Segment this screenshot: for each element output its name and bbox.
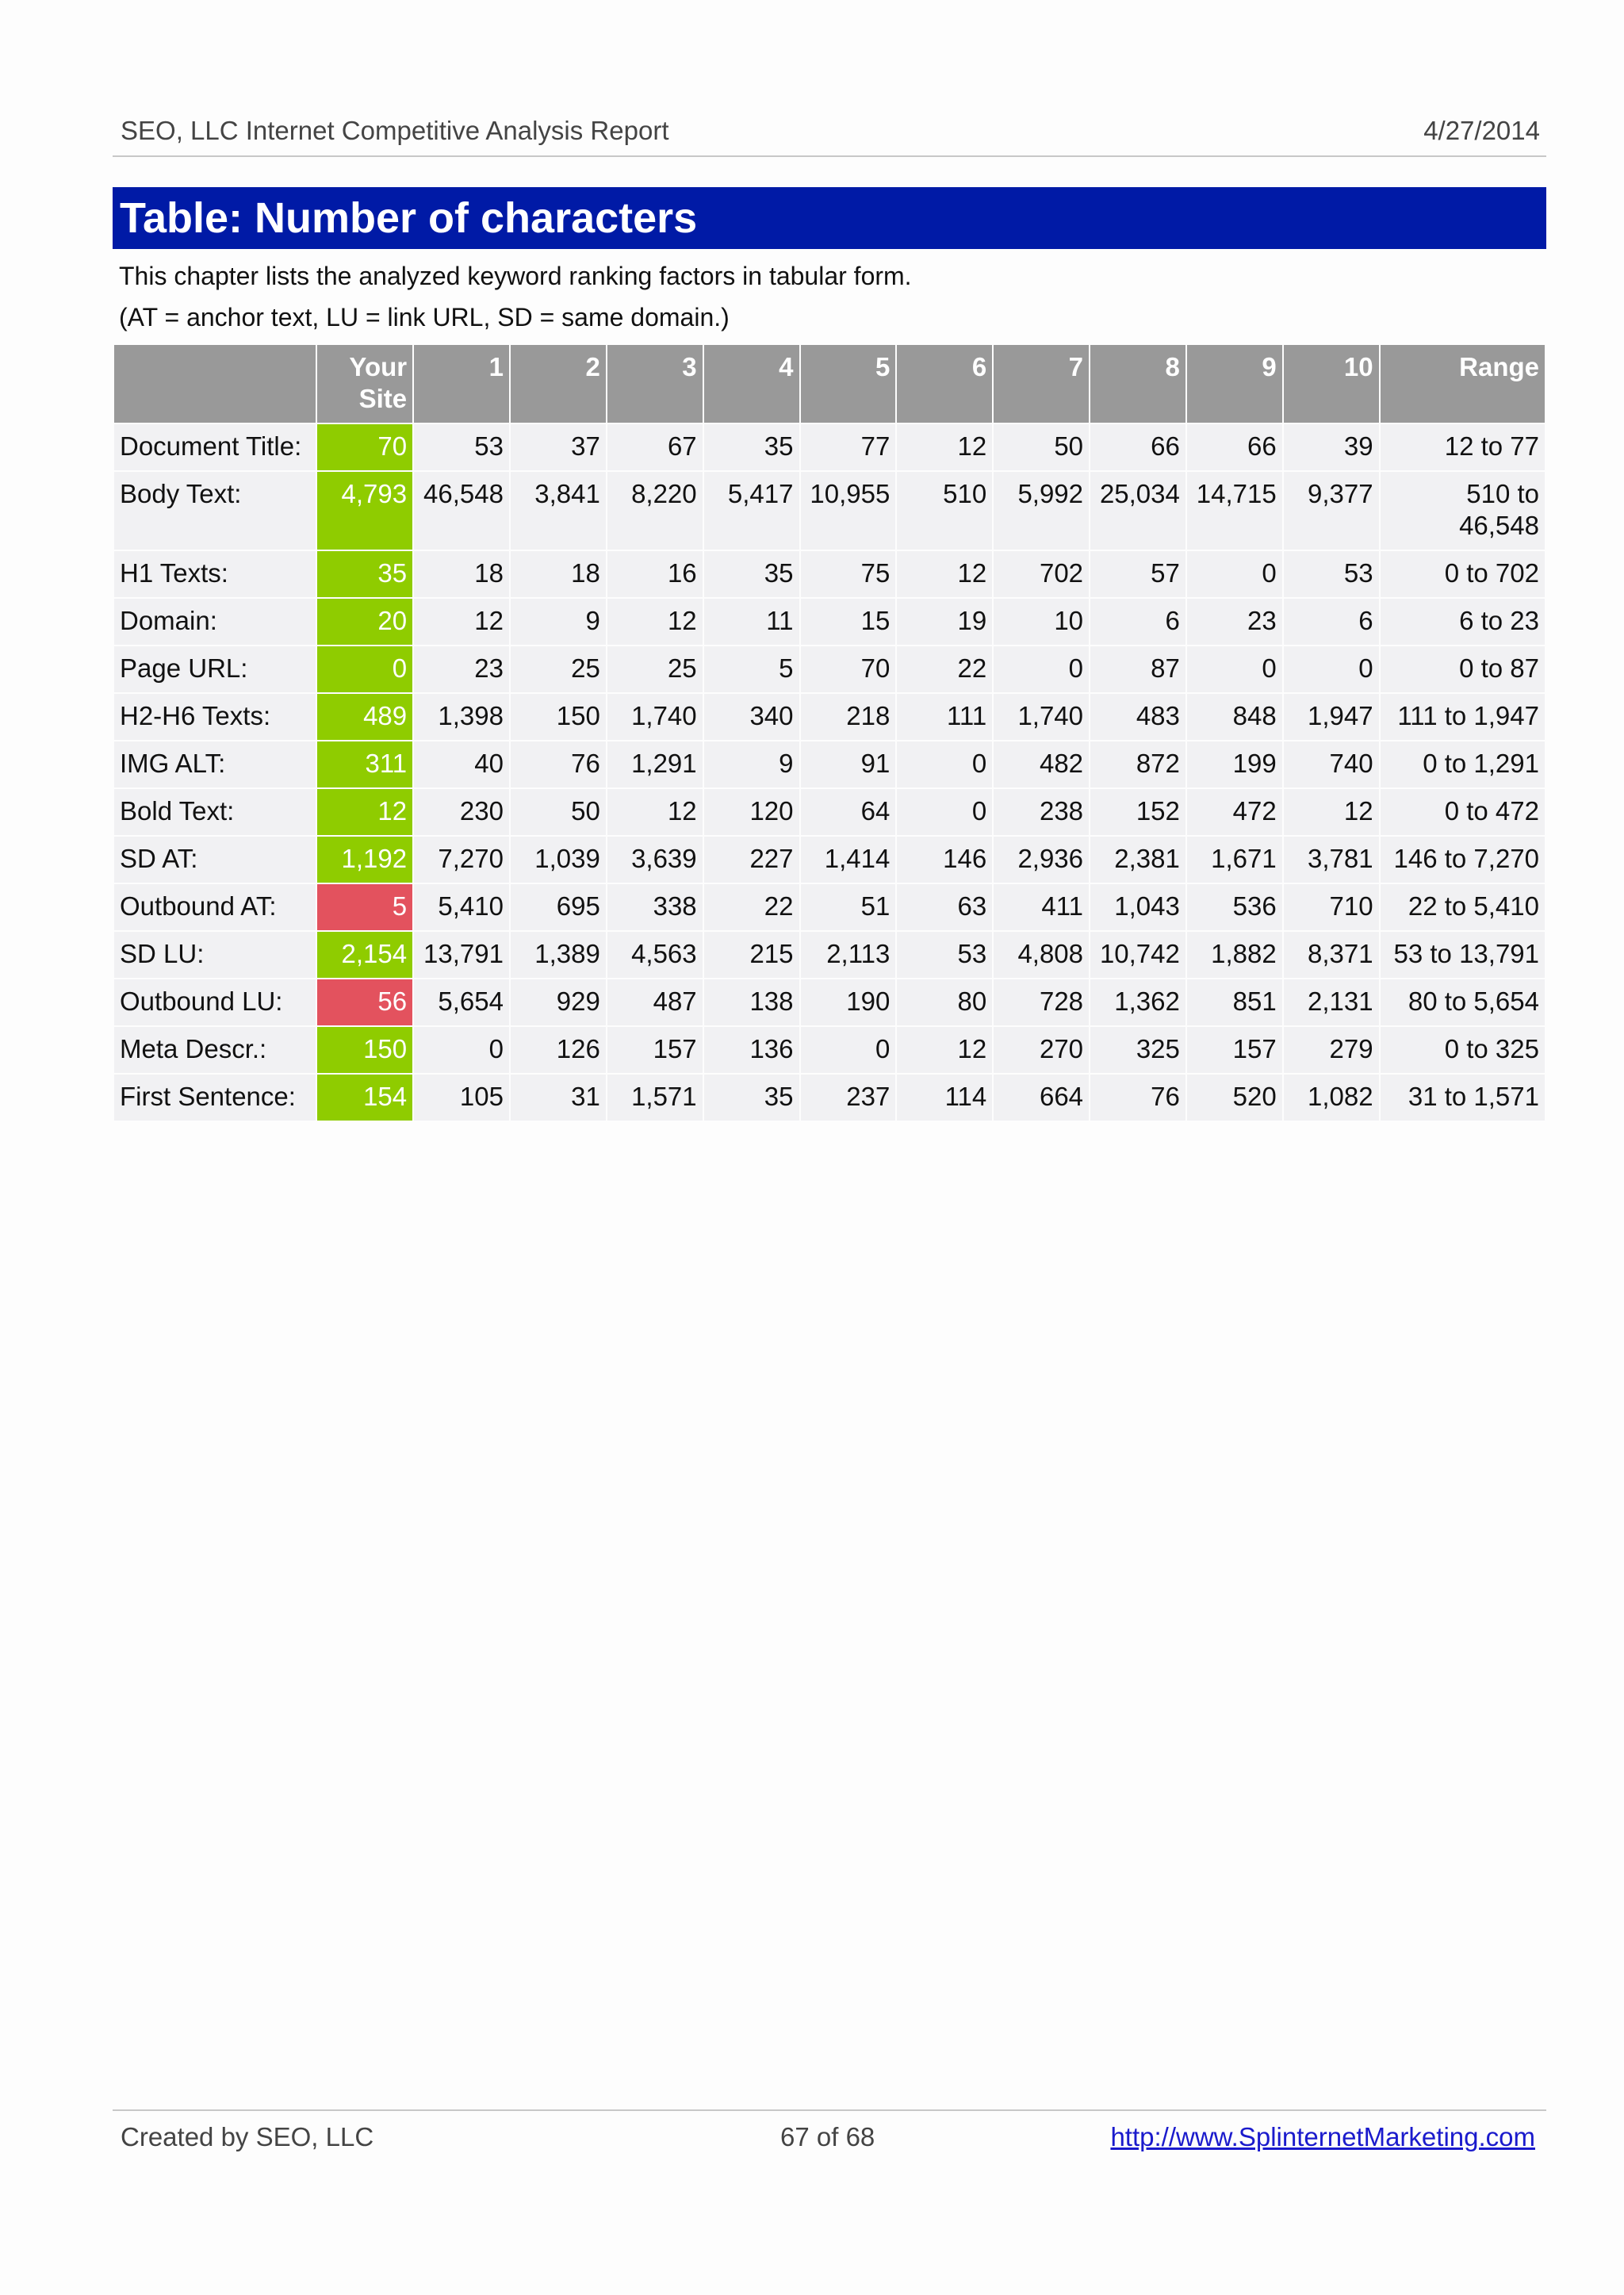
column-header: 3 xyxy=(607,345,703,423)
range-value: 111 to 1,947 xyxy=(1381,694,1545,740)
table-row xyxy=(114,789,1545,835)
competitor-value: 6 xyxy=(1284,599,1379,645)
your-site-value: 311 xyxy=(317,741,412,787)
competitor-value: 9,377 xyxy=(1284,472,1379,550)
range-value: 80 to 5,654 xyxy=(1381,979,1545,1025)
competitor-value: 4,808 xyxy=(994,932,1089,978)
competitor-value: 150 xyxy=(511,694,606,740)
table-row xyxy=(114,932,1545,978)
table-row xyxy=(114,837,1545,883)
competitor-value: 13,791 xyxy=(414,932,509,978)
competitor-value: 3,841 xyxy=(511,472,606,550)
competitor-value: 218 xyxy=(801,694,896,740)
column-header: 6 xyxy=(897,345,992,423)
competitor-value: 851 xyxy=(1187,979,1282,1025)
competitor-value: 18 xyxy=(414,551,509,597)
competitor-value: 12 xyxy=(897,1027,992,1073)
competitor-value: 39 xyxy=(1284,424,1379,470)
competitor-value: 1,571 xyxy=(607,1075,703,1121)
competitor-value: 848 xyxy=(1187,694,1282,740)
competitor-value: 15 xyxy=(801,599,896,645)
competitor-value: 702 xyxy=(994,551,1089,597)
table-row xyxy=(114,551,1545,597)
competitor-value: 12 xyxy=(897,424,992,470)
competitor-value: 10 xyxy=(994,599,1089,645)
your-site-value: 4,793 xyxy=(317,472,412,550)
competitor-value: 0 xyxy=(801,1027,896,1073)
competitor-value: 8,220 xyxy=(607,472,703,550)
your-site-value: 35 xyxy=(317,551,412,597)
competitor-value: 695 xyxy=(511,884,606,930)
range-value: 0 to 87 xyxy=(1381,646,1545,692)
competitor-value: 136 xyxy=(704,1027,799,1073)
competitor-value: 325 xyxy=(1090,1027,1185,1073)
competitor-value: 76 xyxy=(1090,1075,1185,1121)
table-row xyxy=(114,694,1545,740)
column-header xyxy=(114,345,316,423)
competitor-value: 2,113 xyxy=(801,932,896,978)
competitor-value: 0 xyxy=(897,741,992,787)
footer-website-link[interactable]: http://www.SplinternetMarketing.com xyxy=(1110,2122,1535,2151)
competitor-value: 199 xyxy=(1187,741,1282,787)
your-site-value: 1,192 xyxy=(317,837,412,883)
table-row xyxy=(114,1027,1545,1073)
row-label: H1 Texts: xyxy=(114,551,316,597)
competitor-value: 483 xyxy=(1090,694,1185,740)
row-label: Domain: xyxy=(114,599,316,645)
competitor-value: 230 xyxy=(414,789,509,835)
competitor-value: 5,654 xyxy=(414,979,509,1025)
competitor-value: 10,742 xyxy=(1090,932,1185,978)
competitor-value: 25,034 xyxy=(1090,472,1185,550)
competitor-value: 12 xyxy=(607,599,703,645)
competitor-value: 929 xyxy=(511,979,606,1025)
competitor-value: 51 xyxy=(801,884,896,930)
competitor-value: 7,270 xyxy=(414,837,509,883)
column-header: 8 xyxy=(1090,345,1185,423)
competitor-value: 0 xyxy=(414,1027,509,1073)
range-value: 0 to 702 xyxy=(1381,551,1545,597)
competitor-value: 157 xyxy=(1187,1027,1282,1073)
your-site-value: 150 xyxy=(317,1027,412,1073)
competitor-value: 1,671 xyxy=(1187,837,1282,883)
competitor-value: 12 xyxy=(897,551,992,597)
section-title: Table: Number of characters xyxy=(113,187,1546,249)
row-label: H2-H6 Texts: xyxy=(114,694,316,740)
competitor-value: 190 xyxy=(801,979,896,1025)
row-label: Outbound LU: xyxy=(114,979,316,1025)
competitor-value: 0 xyxy=(1187,646,1282,692)
competitor-value: 536 xyxy=(1187,884,1282,930)
report-date: 4/27/2014 xyxy=(1423,116,1540,145)
range-value: 510 to 46,548 xyxy=(1381,472,1545,550)
competitor-value: 3,639 xyxy=(607,837,703,883)
range-value: 0 to 325 xyxy=(1381,1027,1545,1073)
competitor-value: 23 xyxy=(1187,599,1282,645)
competitor-value: 340 xyxy=(704,694,799,740)
competitor-value: 22 xyxy=(897,646,992,692)
column-header: 5 xyxy=(801,345,896,423)
column-header-your-site: Your Site xyxy=(317,345,412,423)
range-value: 0 to 472 xyxy=(1381,789,1545,835)
table-body xyxy=(114,424,1545,1121)
report-title: SEO, LLC Internet Competitive Analysis Report xyxy=(121,116,669,145)
table-row xyxy=(114,741,1545,787)
competitor-value: 66 xyxy=(1090,424,1185,470)
competitor-value: 111 xyxy=(897,694,992,740)
competitor-value: 35 xyxy=(704,424,799,470)
competitor-value: 1,389 xyxy=(511,932,606,978)
competitor-value: 1,291 xyxy=(607,741,703,787)
competitor-value: 1,082 xyxy=(1284,1075,1379,1121)
competitor-value: 6 xyxy=(1090,599,1185,645)
competitor-value: 12 xyxy=(414,599,509,645)
competitor-value: 1,039 xyxy=(511,837,606,883)
competitor-value: 740 xyxy=(1284,741,1379,787)
competitor-value: 46,548 xyxy=(414,472,509,550)
competitor-value: 664 xyxy=(994,1075,1089,1121)
table-row xyxy=(114,884,1545,930)
competitor-value: 487 xyxy=(607,979,703,1025)
your-site-value: 20 xyxy=(317,599,412,645)
your-site-value: 154 xyxy=(317,1075,412,1121)
competitor-value: 215 xyxy=(704,932,799,978)
competitor-value: 1,398 xyxy=(414,694,509,740)
competitor-value: 53 xyxy=(414,424,509,470)
competitor-value: 152 xyxy=(1090,789,1185,835)
competitor-value: 80 xyxy=(897,979,992,1025)
range-value: 6 to 23 xyxy=(1381,599,1545,645)
header-divider xyxy=(113,155,1546,157)
table-row xyxy=(114,472,1545,550)
competitor-value: 53 xyxy=(1284,551,1379,597)
competitor-value: 67 xyxy=(607,424,703,470)
competitor-value: 23 xyxy=(414,646,509,692)
range-value: 53 to 13,791 xyxy=(1381,932,1545,978)
row-label: SD LU: xyxy=(114,932,316,978)
column-header: 1 xyxy=(414,345,509,423)
column-header: 9 xyxy=(1187,345,1282,423)
competitor-value: 37 xyxy=(511,424,606,470)
column-header: 7 xyxy=(994,345,1089,423)
competitor-value: 237 xyxy=(801,1075,896,1121)
competitor-value: 91 xyxy=(801,741,896,787)
competitor-value: 50 xyxy=(994,424,1089,470)
competitor-value: 57 xyxy=(1090,551,1185,597)
competitor-value: 279 xyxy=(1284,1027,1379,1073)
table-row xyxy=(114,599,1545,645)
your-site-value: 5 xyxy=(317,884,412,930)
competitor-value: 53 xyxy=(897,932,992,978)
row-label: IMG ALT: xyxy=(114,741,316,787)
competitor-value: 0 xyxy=(1284,646,1379,692)
competitor-value: 872 xyxy=(1090,741,1185,787)
competitor-value: 4,563 xyxy=(607,932,703,978)
row-label: Document Title: xyxy=(114,424,316,470)
range-value: 146 to 7,270 xyxy=(1381,837,1545,883)
column-header: 10 xyxy=(1284,345,1379,423)
competitor-value: 12 xyxy=(1284,789,1379,835)
competitor-value: 66 xyxy=(1187,424,1282,470)
competitor-value: 10,955 xyxy=(801,472,896,550)
competitor-value: 2,936 xyxy=(994,837,1089,883)
competitor-value: 1,882 xyxy=(1187,932,1282,978)
table-row xyxy=(114,646,1545,692)
competitor-value: 728 xyxy=(994,979,1089,1025)
column-header: 4 xyxy=(704,345,799,423)
section-intro xyxy=(119,255,912,338)
footer-divider xyxy=(113,2109,1546,2111)
competitor-value: 114 xyxy=(897,1075,992,1121)
row-label: Bold Text: xyxy=(114,789,316,835)
competitor-value: 77 xyxy=(801,424,896,470)
competitor-value: 40 xyxy=(414,741,509,787)
competitor-value: 338 xyxy=(607,884,703,930)
row-label: Page URL: xyxy=(114,646,316,692)
competitor-value: 3,781 xyxy=(1284,837,1379,883)
range-value: 31 to 1,571 xyxy=(1381,1075,1545,1121)
competitor-value: 5,417 xyxy=(704,472,799,550)
competitor-value: 14,715 xyxy=(1187,472,1282,550)
competitor-value: 270 xyxy=(994,1027,1089,1073)
competitor-value: 482 xyxy=(994,741,1089,787)
row-label: Body Text: xyxy=(114,472,316,550)
page-number: 67 of 68 xyxy=(780,2122,875,2151)
column-header: 2 xyxy=(511,345,606,423)
your-site-value: 12 xyxy=(317,789,412,835)
competitor-value: 105 xyxy=(414,1075,509,1121)
competitor-value: 70 xyxy=(801,646,896,692)
competitor-value: 25 xyxy=(511,646,606,692)
competitor-value: 9 xyxy=(704,741,799,787)
row-label: SD AT: xyxy=(114,837,316,883)
competitor-value: 5,992 xyxy=(994,472,1089,550)
competitor-value: 5,410 xyxy=(414,884,509,930)
your-site-value: 70 xyxy=(317,424,412,470)
competitor-value: 0 xyxy=(1187,551,1282,597)
row-label: Outbound AT: xyxy=(114,884,316,930)
competitor-value: 0 xyxy=(994,646,1089,692)
your-site-value: 56 xyxy=(317,979,412,1025)
competitor-value: 1,414 xyxy=(801,837,896,883)
competitor-value: 2,381 xyxy=(1090,837,1185,883)
competitor-value: 146 xyxy=(897,837,992,883)
competitor-value: 1,740 xyxy=(607,694,703,740)
row-label: Meta Descr.: xyxy=(114,1027,316,1073)
competitor-value: 63 xyxy=(897,884,992,930)
intro-line-1: This chapter lists the analyzed keyword ranking factors in tabular form. xyxy=(119,262,912,290)
competitor-value: 75 xyxy=(801,551,896,597)
competitor-value: 25 xyxy=(607,646,703,692)
competitor-value: 18 xyxy=(511,551,606,597)
competitor-value: 238 xyxy=(994,789,1089,835)
competitor-value: 411 xyxy=(994,884,1089,930)
range-value: 0 to 1,291 xyxy=(1381,741,1545,787)
competitor-value: 227 xyxy=(704,837,799,883)
competitor-value: 126 xyxy=(511,1027,606,1073)
competitor-value: 0 xyxy=(897,789,992,835)
competitor-value: 22 xyxy=(704,884,799,930)
ranking-factors-table xyxy=(113,343,1546,1122)
competitor-value: 76 xyxy=(511,741,606,787)
competitor-value: 510 xyxy=(897,472,992,550)
competitor-value: 9 xyxy=(511,599,606,645)
competitor-value: 138 xyxy=(704,979,799,1025)
table-header-row xyxy=(114,345,1545,423)
your-site-value: 2,154 xyxy=(317,932,412,978)
competitor-value: 1,947 xyxy=(1284,694,1379,740)
competitor-value: 16 xyxy=(607,551,703,597)
competitor-value: 520 xyxy=(1187,1075,1282,1121)
column-header-range: Range xyxy=(1381,345,1545,423)
your-site-value: 0 xyxy=(317,646,412,692)
competitor-value: 64 xyxy=(801,789,896,835)
range-value: 22 to 5,410 xyxy=(1381,884,1545,930)
table-row xyxy=(114,979,1545,1025)
footer-credit: Created by SEO, LLC xyxy=(121,2122,374,2151)
competitor-value: 31 xyxy=(511,1075,606,1121)
competitor-value: 5 xyxy=(704,646,799,692)
competitor-value: 120 xyxy=(704,789,799,835)
competitor-value: 50 xyxy=(511,789,606,835)
row-label: First Sentence: xyxy=(114,1075,316,1121)
competitor-value: 35 xyxy=(704,551,799,597)
competitor-value: 35 xyxy=(704,1075,799,1121)
competitor-value: 157 xyxy=(607,1027,703,1073)
table-row xyxy=(114,1075,1545,1121)
your-site-value: 489 xyxy=(317,694,412,740)
competitor-value: 87 xyxy=(1090,646,1185,692)
competitor-value: 12 xyxy=(607,789,703,835)
competitor-value: 11 xyxy=(704,599,799,645)
competitor-value: 472 xyxy=(1187,789,1282,835)
range-value: 12 to 77 xyxy=(1381,424,1545,470)
competitor-value: 8,371 xyxy=(1284,932,1379,978)
competitor-value: 2,131 xyxy=(1284,979,1379,1025)
competitor-value: 19 xyxy=(897,599,992,645)
competitor-value: 1,043 xyxy=(1090,884,1185,930)
table-row xyxy=(114,424,1545,470)
competitor-value: 710 xyxy=(1284,884,1379,930)
intro-line-2: (AT = anchor text, LU = link URL, SD = same domain.) xyxy=(119,303,730,331)
competitor-value: 1,362 xyxy=(1090,979,1185,1025)
competitor-value: 1,740 xyxy=(994,694,1089,740)
